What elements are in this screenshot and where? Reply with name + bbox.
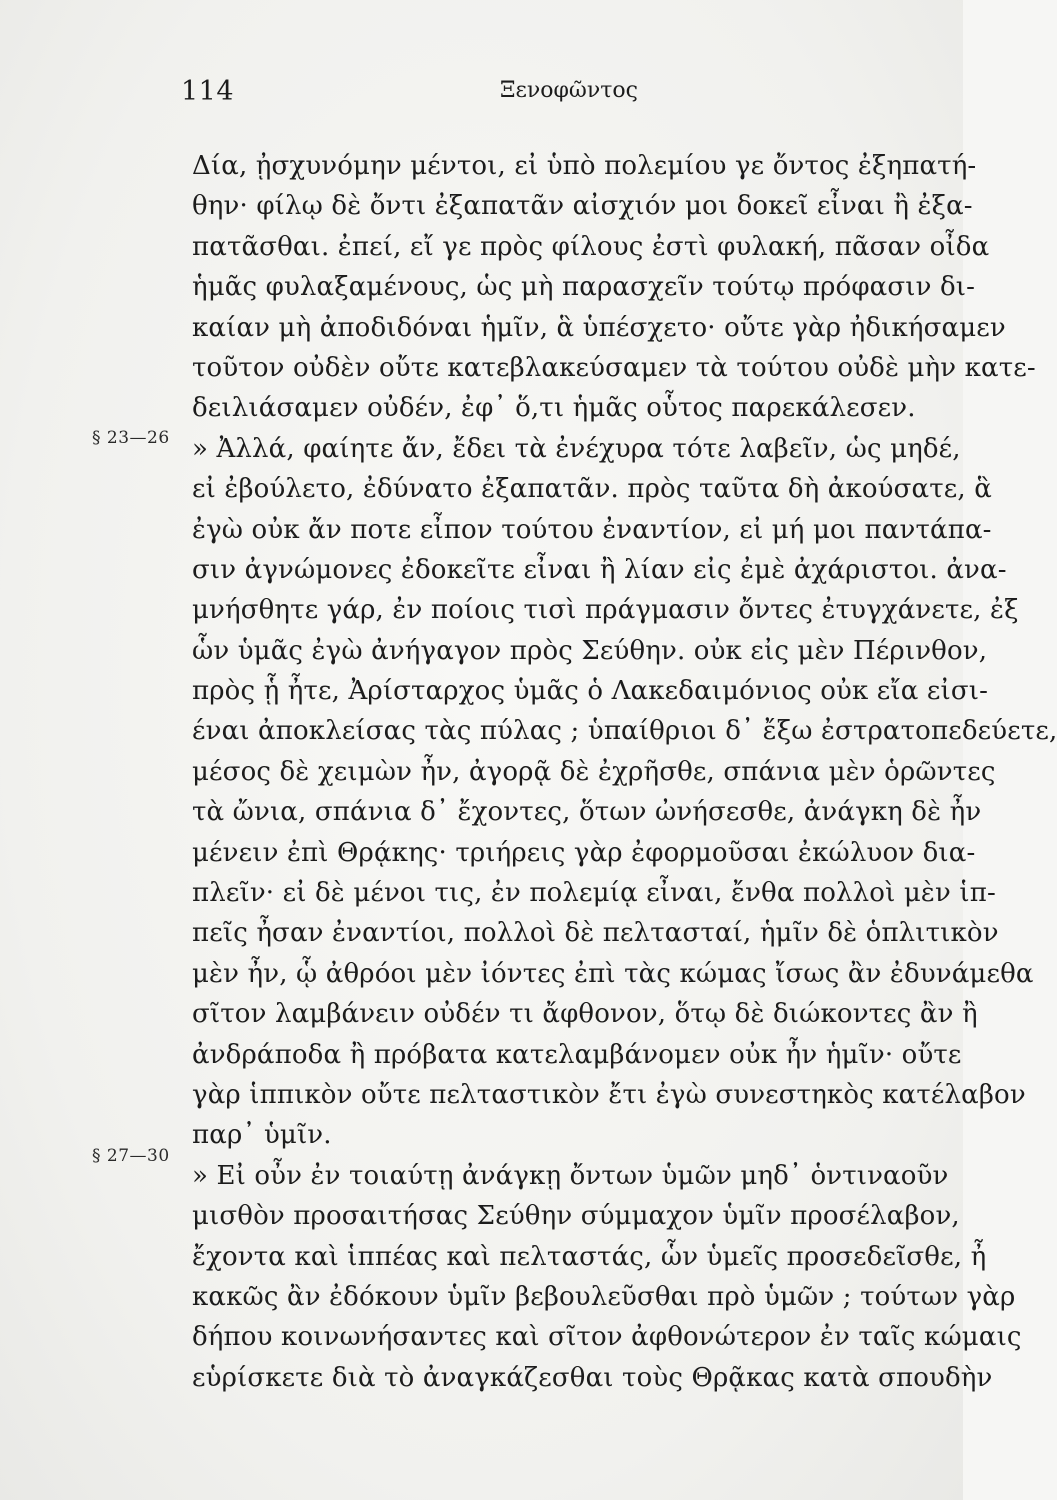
text-line: » Ἀλλά, φαίητε ἄν, ἔδει τὰ ἐνέχυρα τότε λαβεῖν, ὡς μηδέ, <box>192 433 961 464</box>
margin-reference: § 23—26 <box>92 428 170 448</box>
text-line: πλεῖν· εἰ δὲ μένοι τις, ἐν πολεμίᾳ εἶναι, ἔνθα πολλοὶ μὲν ἱπ- <box>192 878 996 909</box>
text-line: τὰ ὤνια, σπάνια δ᾽ ἔχοντες, ὅτων ὠνήσεσθε, ἀνάγκη δὲ ἦν <box>192 797 982 828</box>
text-line: εὑρίσκετε διὰ τὸ ἀναγκάζεσθαι τοὺς Θρᾷκας κατὰ σπουδὴν <box>192 1362 993 1393</box>
text-line: σιν ἀγνώμονες ἐδοκεῖτε εἶναι ἢ λίαν εἰς ἐμὲ ἀχάριστοι. ἀνα- <box>192 554 1007 585</box>
page-header <box>181 76 941 116</box>
text-line: τοῦτον οὐδὲν οὔτε κατεβλακεύσαμεν τὰ τούτου οὐδὲ μὴν κατε- <box>192 352 1036 383</box>
text-line: δήπου κοινωνήσαντες καὶ σῖτον ἀφθονώτερον ἐν ταῖς κώμαις <box>192 1322 1022 1353</box>
page-number: 114 <box>181 76 235 107</box>
text-line: παρ᾽ ὑμῖν. <box>192 1120 332 1151</box>
text-line: πατᾶσθαι. ἐπεί, εἴ γε πρὸς φίλους ἐστὶ φυλακή, πᾶσαν οἶδα <box>192 231 990 262</box>
text-line: δειλιάσαμεν οὐδέν, ἐφ᾽ ὅ,τι ἡμᾶς οὗτος παρεκάλεσεν. <box>192 393 916 424</box>
text-line: καίαν μὴ ἀποδιδόναι ἡμῖν, ἃ ὑπέσχετο· οὔτε γὰρ ἠδικήσαμεν <box>192 312 1006 343</box>
margin-reference: § 27—30 <box>92 1146 170 1166</box>
text-line: μισθὸν προσαιτήσας Σεύθην σύμμαχον ὑμῖν προσέλαβον, <box>192 1201 960 1232</box>
text-line: ἔχοντα καὶ ἱππέας καὶ πελταστάς, ὧν ὑμεῖς προσεδεῖσθε, ἦ <box>192 1241 987 1272</box>
text-line: » Εἰ οὖν ἐν τοιαύτῃ ἀνάγκῃ ὄντων ὑμῶν μηδ᾽ ὁντιναοῦν <box>192 1160 949 1191</box>
text-line: θην· φίλῳ δὲ ὄντι ἐξαπατᾶν αἰσχιόν μοι δοκεῖ εἶναι ἢ ἐξα- <box>192 191 973 222</box>
body-text <box>192 146 1057 1398</box>
text-line: μέσος δὲ χειμὼν ἦν, ἀγορᾷ δὲ ἐχρῆσθε, σπάνια μὲν ὁρῶντες <box>192 756 996 787</box>
text-line: ἡμᾶς φυλαξαμένους, ὡς μὴ παρασχεῖν τούτῳ πρόφασιν δι- <box>192 272 976 303</box>
text-line: κακῶς ἂν ἐδόκουν ὑμῖν βεβουλεῦσθαι πρὸ ὑμῶν ; τούτων γὰρ <box>192 1281 1016 1312</box>
text-line: γὰρ ἱππικὸν οὔτε πελταστικὸν ἔτι ἐγὼ συνεστηκὸς κατέλαβον <box>192 1079 1026 1110</box>
text-line: εἰ ἐβούλετο, ἐδύνατο ἐξαπατᾶν. πρὸς ταῦτα δὴ ἀκούσατε, ἃ <box>192 474 992 505</box>
text-line: μὲν ἦν, ᾧ ἀθρόοι μὲν ἰόντες ἐπὶ τὰς κώμας ἴσως ἂν ἐδυνάμεθα <box>192 958 1034 989</box>
text-line: πεῖς ἦσαν ἐναντίοι, πολλοὶ δὲ πελτασταί, ἡμῖν δὲ ὁπλιτικὸν <box>192 918 999 949</box>
running-head: Ξενοφῶντος <box>500 78 638 103</box>
text-line: μνήσθητε γάρ, ἐν ποίοις τισὶ πράγμασιν ὄντες ἐτυγχάνετε, ἐξ <box>192 595 1019 626</box>
text-line: ἐγὼ οὐκ ἄν ποτε εἶπον τούτου ἐναντίον, εἰ μή μοι παντάπα- <box>192 514 992 545</box>
text-line: πρὸς ᾗ ἦτε, Ἀρίσταρχος ὑμᾶς ὁ Λακεδαιμόνιος οὐκ εἴα εἰσι- <box>192 676 989 707</box>
text-line: ἀνδράποδα ἢ πρόβατα κατελαμβάνομεν οὐκ ἦν ἡμῖν· οὔτε <box>192 1039 962 1070</box>
text-line: μένειν ἐπὶ Θρᾴκης· τριήρεις γὰρ ἐφορμοῦσαι ἐκώλυον δια- <box>192 837 976 868</box>
text-line: ὧν ὑμᾶς ἐγὼ ἀνήγαγον πρὸς Σεύθην. οὐκ εἰς μὲν Πέρινθον, <box>192 635 988 666</box>
text-line: σῖτον λαμβάνειν οὐδέν τι ἄφθονον, ὅτῳ δὲ διώκοντες ἂν ἢ <box>192 999 978 1030</box>
text-line: έναι ἀποκλείσας τὰς πύλας ; ὑπαίθριοι δ᾽ ἔξω ἐστρατοπεδεύετε, <box>192 716 1057 747</box>
text-line: Δία, ᾐσχυνόμην μέντοι, εἰ ὑπὸ πολεμίου γε ὄντος ἐξηπατή- <box>192 151 977 181</box>
